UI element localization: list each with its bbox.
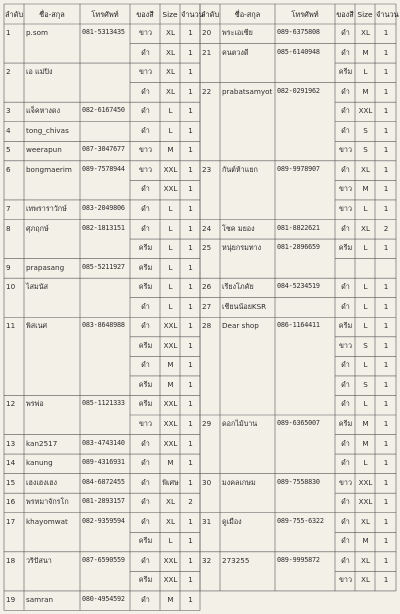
phone-number: 089-6375808 — [277, 28, 320, 36]
quantity: 1 — [383, 340, 389, 350]
phone-number: 081-2893157 — [82, 497, 125, 506]
shirt-size: M — [167, 379, 174, 389]
order-number: 26 — [202, 282, 212, 292]
shirt-color: ดำ — [141, 125, 150, 135]
shirt-color: ดำ — [341, 516, 350, 526]
order-number: 21 — [202, 47, 212, 57]
shirt-color: ดำ — [141, 184, 150, 194]
quantity: 1 — [188, 47, 193, 57]
quantity: 1 — [188, 86, 193, 96]
header-phone-right: โทรศัพท์ — [291, 10, 319, 19]
shirt-color: ครีม — [138, 536, 153, 546]
shirt-color: ครีม — [138, 575, 153, 585]
order-number: 24 — [202, 223, 212, 233]
phone-number: 081-2896659 — [277, 243, 320, 252]
header-qty-right: จำนวน — [376, 10, 399, 19]
shirt-color: ดำ — [341, 301, 350, 311]
customer-name: weerapun — [26, 145, 62, 155]
shirt-size: M — [167, 594, 174, 604]
shirt-size: XXL — [358, 497, 373, 507]
quantity: 1 — [188, 477, 193, 487]
shirt-color: ขาว — [139, 419, 152, 428]
phone-number: 085-6140948 — [277, 47, 320, 56]
shirt-size: L — [168, 282, 173, 292]
shirt-size: XL — [361, 28, 370, 37]
header-no-right: ลำดับ — [201, 10, 220, 19]
shirt-color: ดำ — [341, 555, 350, 565]
quantity: 1 — [383, 164, 389, 174]
shirt-size: M — [362, 47, 369, 57]
customer-name: วริปัสนา — [26, 555, 52, 565]
shirt-color: ดำ — [341, 438, 350, 448]
shirt-size: XXL — [163, 321, 178, 331]
quantity: 1 — [383, 86, 389, 96]
customer-name: เฮงเฮงเฮง — [26, 477, 58, 487]
order-number: 16 — [6, 497, 16, 507]
order-number: 11 — [6, 321, 16, 331]
order-number: 4 — [6, 125, 11, 135]
order-number: 17 — [6, 516, 16, 526]
shirt-size: L — [168, 106, 173, 116]
shirt-size: L — [363, 458, 368, 468]
shirt-size: M — [362, 438, 369, 448]
phone-number: 089-9978907 — [277, 164, 320, 173]
quantity: 1 — [383, 47, 389, 57]
quantity: 1 — [383, 125, 389, 135]
shirt-size: L — [168, 243, 173, 253]
customer-name: เทพราราวักษ์ — [26, 203, 67, 213]
shirt-color: ดำ — [141, 301, 150, 311]
shirt-color: ดำ — [341, 164, 350, 174]
shirt-size: M — [167, 145, 174, 155]
order-number: 18 — [6, 555, 16, 565]
shirt-color: ดำ — [141, 555, 150, 565]
quantity: 1 — [383, 203, 389, 213]
shirt-size: M — [362, 86, 369, 96]
order-number: 19 — [6, 594, 16, 604]
order-number: 7 — [6, 203, 11, 213]
shirt-color: ขาว — [139, 145, 152, 155]
quantity: 1 — [188, 594, 193, 604]
phone-number: 081-8822621 — [277, 223, 320, 232]
quantity: 1 — [188, 379, 193, 389]
shirt-color: ขาว — [139, 164, 152, 174]
customer-name: samran — [26, 594, 54, 604]
shirt-color: ขาว — [339, 477, 352, 487]
customer-name: ดอกไม้บาน — [222, 419, 258, 428]
customer-name: ศุภฤกษ์ — [26, 223, 49, 233]
order-number: 3 — [6, 106, 11, 116]
order-number: 20 — [202, 28, 212, 37]
shirt-color: ขาว — [339, 575, 352, 585]
header-name-left: ชื่อ-สกุล — [39, 10, 65, 19]
customer-name: tong_chivas — [26, 125, 69, 135]
shirt-color: ดำ — [141, 497, 150, 507]
order-number: 31 — [202, 516, 212, 526]
order-number: 15 — [6, 477, 16, 487]
shirt-color: ขาว — [339, 145, 352, 155]
order-number: 25 — [202, 243, 212, 253]
shirt-color: ครีม — [138, 379, 153, 389]
shirt-size: L — [168, 536, 173, 546]
quantity: 1 — [383, 379, 389, 389]
quantity: 1 — [383, 419, 389, 428]
phone-number: 083-2049806 — [82, 203, 125, 212]
quantity: 1 — [188, 575, 193, 585]
shirt-color: ดำ — [341, 399, 350, 409]
quantity: 1 — [188, 28, 193, 37]
quantity: 1 — [383, 106, 389, 116]
quantity: 1 — [383, 301, 389, 311]
quantity: 1 — [383, 458, 389, 468]
order-number: 2 — [6, 67, 11, 77]
phone-number: 087-3047677 — [82, 145, 125, 154]
shirt-size: L — [168, 203, 173, 213]
quantity: 1 — [383, 536, 389, 546]
quantity: 1 — [188, 301, 193, 311]
shirt-color: ครีม — [138, 399, 153, 409]
order-number: 29 — [202, 419, 212, 428]
quantity: 1 — [188, 340, 193, 350]
shirt-size: XXL — [163, 419, 178, 428]
shirt-color: ขาว — [139, 67, 152, 77]
shirt-color: ดำ — [341, 223, 350, 233]
quantity: 1 — [383, 438, 389, 448]
quantity: 1 — [188, 555, 193, 565]
quantity: 1 — [188, 419, 193, 428]
shirt-color: ขาว — [339, 184, 352, 194]
phone-number: 082-0291962 — [277, 86, 320, 95]
shirt-color: ดำ — [341, 282, 350, 292]
shirt-color: ดำ — [341, 497, 350, 507]
customer-name: หนุ่ยกรมทาง — [222, 243, 262, 253]
header-qty-left: จำนวน — [181, 10, 204, 19]
shirt-size: XL — [166, 86, 175, 96]
shirt-size: S — [363, 145, 368, 155]
shirt-size: M — [167, 458, 174, 468]
header-phone-left: โทรศัพท์ — [91, 10, 119, 19]
shirt-size: S — [363, 125, 368, 135]
quantity: 1 — [383, 67, 389, 77]
phone-number: 089-755-6322 — [277, 516, 324, 525]
customer-name: ดูเมือง — [222, 516, 242, 526]
shirt-size: L — [363, 203, 368, 213]
phone-number: 083-8648988 — [82, 321, 125, 330]
quantity: 1 — [188, 438, 193, 448]
shirt-color: ครีม — [338, 67, 353, 77]
customer-name: พรพ่อ — [26, 399, 44, 409]
customer-name: prapasang — [26, 262, 65, 272]
phone-number: 089-9995872 — [277, 555, 320, 564]
shirt-size: XXL — [163, 184, 178, 194]
order-number: 5 — [6, 145, 11, 155]
customer-name: พิสเนศ — [26, 321, 48, 331]
order-number: 6 — [6, 164, 11, 174]
quantity: 1 — [383, 282, 389, 292]
phone-number: 089-7558830 — [277, 477, 320, 486]
shirt-size: XL — [166, 47, 175, 57]
quantity: 1 — [188, 164, 193, 174]
quantity: 1 — [383, 243, 389, 253]
quantity: 1 — [188, 106, 193, 116]
phone-number: 086-1164411 — [277, 321, 320, 330]
shirt-color: ดำ — [341, 47, 350, 57]
quantity: 1 — [383, 28, 389, 37]
header-color-left: ของสี — [136, 10, 154, 19]
shirt-size: XL — [166, 516, 175, 526]
quantity: 1 — [383, 321, 389, 331]
header-no-left: ลำดับ — [5, 10, 24, 19]
shirt-color: ดำ — [141, 47, 150, 57]
customer-name: เอ แม่ปิง — [26, 67, 53, 77]
shirt-color: ดำ — [141, 594, 150, 604]
order-number: 12 — [6, 399, 16, 409]
phone-number: 081-5313435 — [82, 28, 125, 36]
customer-name: p.som — [26, 28, 48, 37]
shirt-size: XXL — [163, 555, 178, 565]
quantity: 1 — [383, 575, 389, 585]
shirt-color: ดำ — [141, 458, 150, 468]
shirt-size: พิเศษ — [162, 477, 179, 487]
customer-name: มงคลเกษม — [222, 477, 256, 487]
quantity: 1 — [188, 184, 193, 194]
quantity: 1 — [383, 184, 389, 194]
shirt-color: ดำ — [141, 360, 150, 370]
customer-name: พรหมาจักรโก — [26, 497, 69, 507]
shirt-size: XL — [166, 28, 175, 37]
shirt-size: S — [363, 379, 368, 389]
shirt-size: XXL — [163, 399, 178, 409]
shirt-color: ดำ — [341, 106, 350, 116]
quantity: 1 — [188, 203, 193, 213]
quantity: 1 — [383, 516, 389, 526]
quantity: 1 — [188, 67, 193, 77]
customer-name: เชียนน้อยKSR — [222, 301, 267, 311]
shirt-color: ดำ — [341, 379, 350, 389]
customer-name: แจ็คหางดง — [26, 106, 61, 116]
shirt-color: ดำ — [341, 458, 350, 468]
shirt-color: ดำ — [141, 203, 150, 213]
shirt-size: XXL — [358, 477, 373, 487]
shirt-color: ดำ — [341, 28, 350, 37]
customer-name: คนตวงดี — [222, 47, 249, 57]
shirt-color: ขาว — [339, 203, 352, 213]
quantity: 1 — [188, 321, 193, 331]
customer-name: กันต์ห้าแยก — [222, 164, 258, 174]
shirt-size: M — [362, 184, 369, 194]
customer-name: โชค มยอง — [222, 223, 255, 233]
quantity: 1 — [383, 145, 389, 155]
order-number: 9 — [6, 262, 11, 272]
shirt-size: L — [168, 301, 173, 311]
quantity: 1 — [383, 555, 389, 565]
shirt-size: XL — [361, 575, 370, 585]
customer-name: เรียงโภคัย — [222, 282, 254, 292]
shirt-color: ครีม — [138, 340, 153, 350]
phone-number: 082-1813151 — [82, 223, 125, 232]
shirt-color: ครีม — [138, 282, 153, 292]
shirt-color: ดำ — [141, 321, 150, 331]
header-size-left: Size — [162, 10, 178, 19]
shirt-size: XXL — [163, 438, 178, 448]
shirt-size: L — [363, 301, 368, 311]
header-name-right: ชื่อ-สกุล — [234, 10, 261, 19]
quantity: 1 — [188, 458, 193, 468]
order-number: 27 — [202, 301, 212, 311]
shirt-color: ดำ — [341, 360, 350, 370]
customer-name: bongmaerim — [26, 164, 72, 174]
shirt-size: XL — [166, 67, 175, 77]
shirt-size: XXL — [358, 106, 373, 116]
shirt-size: L — [168, 223, 173, 233]
phone-number: 080-4954592 — [82, 594, 125, 603]
shirt-size: XL — [166, 497, 175, 507]
shirt-color: ดำ — [341, 86, 350, 96]
shirt-size: L — [363, 360, 368, 370]
shirt-color: ครีม — [138, 262, 153, 272]
order-number: 22 — [202, 86, 212, 96]
shirt-color: ดำ — [141, 223, 150, 233]
shirt-color: ดำ — [141, 86, 150, 96]
order-number: 10 — [6, 282, 16, 292]
shirt-color: ดำ — [141, 516, 150, 526]
customer-name: kan2517 — [26, 438, 58, 448]
quantity: 1 — [188, 360, 193, 370]
order-number: 30 — [202, 477, 212, 487]
customer-name: kanung — [26, 458, 53, 468]
phone-number: 089-4316931 — [82, 458, 125, 467]
customer-name: พระเอเซีย — [222, 28, 253, 37]
phone-number: 082-6167450 — [82, 106, 125, 115]
shirt-size: XL — [361, 516, 370, 526]
phone-number: 087-6590559 — [82, 555, 125, 564]
shirt-size: L — [363, 282, 368, 292]
shirt-color: ครีม — [338, 419, 353, 428]
customer-name: prabatsamyot — [222, 86, 273, 96]
phone-number: 084-5234519 — [277, 282, 320, 291]
shirt-size: L — [363, 67, 368, 77]
order-number: 32 — [202, 555, 212, 565]
customer-name: Dear shop — [222, 321, 259, 331]
quantity: 1 — [383, 497, 389, 507]
shirt-color: ดำ — [141, 477, 150, 487]
shirt-color: ขาว — [139, 28, 152, 37]
quantity: 1 — [188, 243, 193, 253]
shirt-color: ดำ — [341, 125, 350, 135]
order-number: 14 — [6, 458, 16, 468]
quantity: 1 — [188, 145, 193, 155]
customer-name: 273255 — [222, 555, 250, 565]
customer-name: ไสมนัส — [26, 282, 49, 292]
order-number: 1 — [6, 28, 11, 37]
shirt-size: M — [167, 360, 174, 370]
phone-number: 084-6872455 — [82, 477, 125, 486]
quantity: 1 — [188, 516, 193, 526]
shirt-size: L — [363, 399, 368, 409]
order-number: 8 — [6, 223, 11, 233]
shirt-size: XL — [361, 223, 370, 233]
shirt-color: ดำ — [141, 438, 150, 448]
quantity: 1 — [188, 125, 193, 135]
phone-number: 082-9359594 — [82, 516, 125, 525]
shirt-size: M — [362, 536, 369, 546]
quantity: 1 — [188, 223, 193, 233]
shirt-size: XXL — [163, 340, 178, 350]
phone-number: 089-7578944 — [82, 164, 125, 173]
header-color-right: ของสี — [336, 10, 354, 19]
phone-number: 089-6365007 — [277, 419, 320, 427]
order-number: 13 — [6, 438, 16, 448]
shirt-color: ครีม — [338, 321, 353, 331]
quantity: 1 — [188, 399, 193, 409]
shirt-size: L — [168, 262, 173, 272]
quantity: 1 — [188, 282, 193, 292]
quantity: 1 — [383, 360, 389, 370]
order-number: 28 — [202, 321, 212, 331]
header-size-right: Size — [357, 10, 373, 19]
shirt-size: XXL — [163, 164, 178, 174]
quantity: 2 — [383, 223, 389, 233]
quantity: 1 — [383, 399, 389, 409]
shirt-color: ขาว — [339, 340, 352, 350]
shirt-size: L — [363, 321, 368, 331]
quantity: 2 — [188, 497, 193, 507]
shirt-size: L — [363, 243, 368, 253]
quantity: 1 — [383, 477, 389, 487]
phone-number: 085-5211927 — [82, 262, 125, 271]
quantity: 1 — [188, 262, 193, 272]
phone-number: 085-1121333 — [82, 399, 125, 408]
shirt-color: ครีม — [138, 243, 153, 253]
shirt-color: ดำ — [341, 536, 350, 546]
shirt-size: XXL — [163, 575, 178, 585]
customer-name: khayomwat — [26, 516, 68, 526]
shirt-size: M — [362, 419, 369, 428]
shirt-color: ครีม — [338, 243, 353, 253]
quantity: 1 — [188, 536, 193, 546]
shirt-color: ดำ — [141, 106, 150, 116]
shirt-size: XL — [361, 555, 370, 565]
shirt-size: L — [168, 125, 173, 135]
shirt-size: S — [363, 340, 368, 350]
shirt-size: XL — [361, 164, 370, 174]
order-number: 23 — [202, 164, 212, 174]
phone-number: 083-4743140 — [82, 438, 125, 447]
